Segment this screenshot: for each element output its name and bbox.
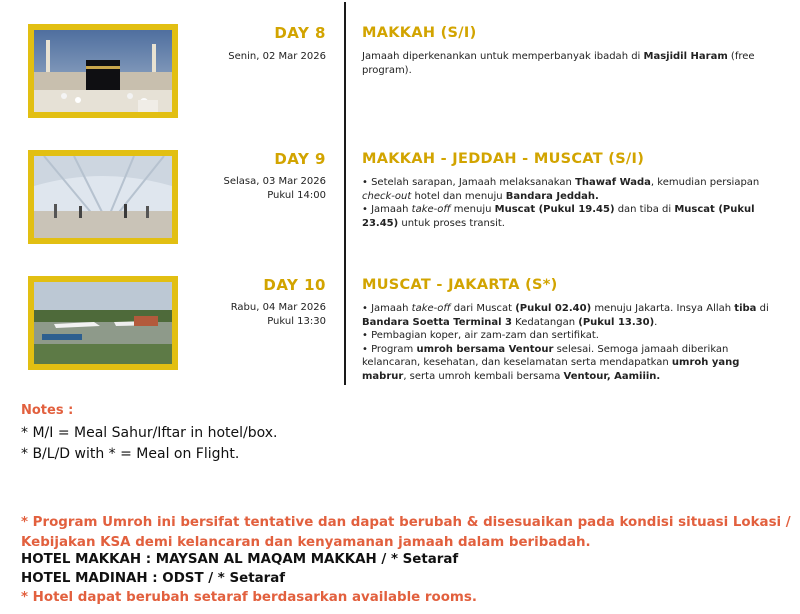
hotel-madinah: HOTEL MADINAH : ODST / * Setaraf xyxy=(21,571,286,586)
day-label: DAY 8 xyxy=(274,24,326,42)
note-line: * M/I = Meal Sahur/Iftar in hotel/box. xyxy=(21,425,278,441)
kaaba-photo xyxy=(28,24,178,118)
hotel-note: * Hotel dapat berubah setaraf berdasarkan available rooms. xyxy=(21,590,477,605)
day-date: Rabu, 04 Mar 2026 Pukul 13:30 xyxy=(230,302,326,327)
notes-heading: Notes : xyxy=(21,403,74,418)
day-label: DAY 10 xyxy=(263,276,326,294)
airport-terminal-photo xyxy=(28,150,178,244)
day-date: Senin, 02 Mar 2026 xyxy=(228,51,326,62)
day-date: Selasa, 03 Mar 2026 Pukul 14:00 xyxy=(223,176,326,201)
day-label: DAY 9 xyxy=(274,150,326,168)
day-title: MAKKAH - JEDDAH - MUSCAT (S/I) xyxy=(362,151,645,167)
tentative-warning: * Program Umroh ini bersifat tentative dan dapat berubah & disesuaikan pada kondisi situasi Lokasi / Kebijakan KSA demi kelancaran dan kenyamanan jamaah dalam beribadah. xyxy=(21,515,791,550)
day-description: • Setelah sarapan, Jamaah melaksanakan Thawaf Wada, kemudian persiapan check-out hotel dan menuju Bandara Jeddah. • Jamaah take-off menuju Muscat (Pukul 19.45) dan tiba di Muscat (Pukul 23.45) untuk proses transit. xyxy=(362,177,760,229)
note-line: * B/L/D with * = Meal on Flight. xyxy=(21,446,240,462)
day-title: MAKKAH (S/I) xyxy=(362,25,477,41)
day-title: MUSCAT - JAKARTA (S*) xyxy=(362,277,558,293)
airport-apron-photo xyxy=(28,276,178,370)
timeline-divider xyxy=(344,2,346,385)
day-description: Jamaah diperkenankan untuk memperbanyak ibadah di Masjidil Haram (free program). xyxy=(362,51,755,76)
day-description: • Jamaah take-off dari Muscat (Pukul 02.40) menuju Jakarta. Insya Allah tiba di Bandara Soetta Terminal 3 Kedatangan (Pukul 13.30). • Pembagian koper, air zam-zam dan sertifikat. • Program umroh bersama Ventour selesai. Semoga jamaah diberikan kelancaran, kesehatan, dan keselamatan serta mendapatkan umroh yang mabrur, serta umroh kembali bersama Ventour, Aamiiin. xyxy=(362,303,769,382)
hotel-makkah: HOTEL MAKKAH : MAYSAN AL MAQAM MAKKAH / * Setaraf xyxy=(21,552,459,567)
